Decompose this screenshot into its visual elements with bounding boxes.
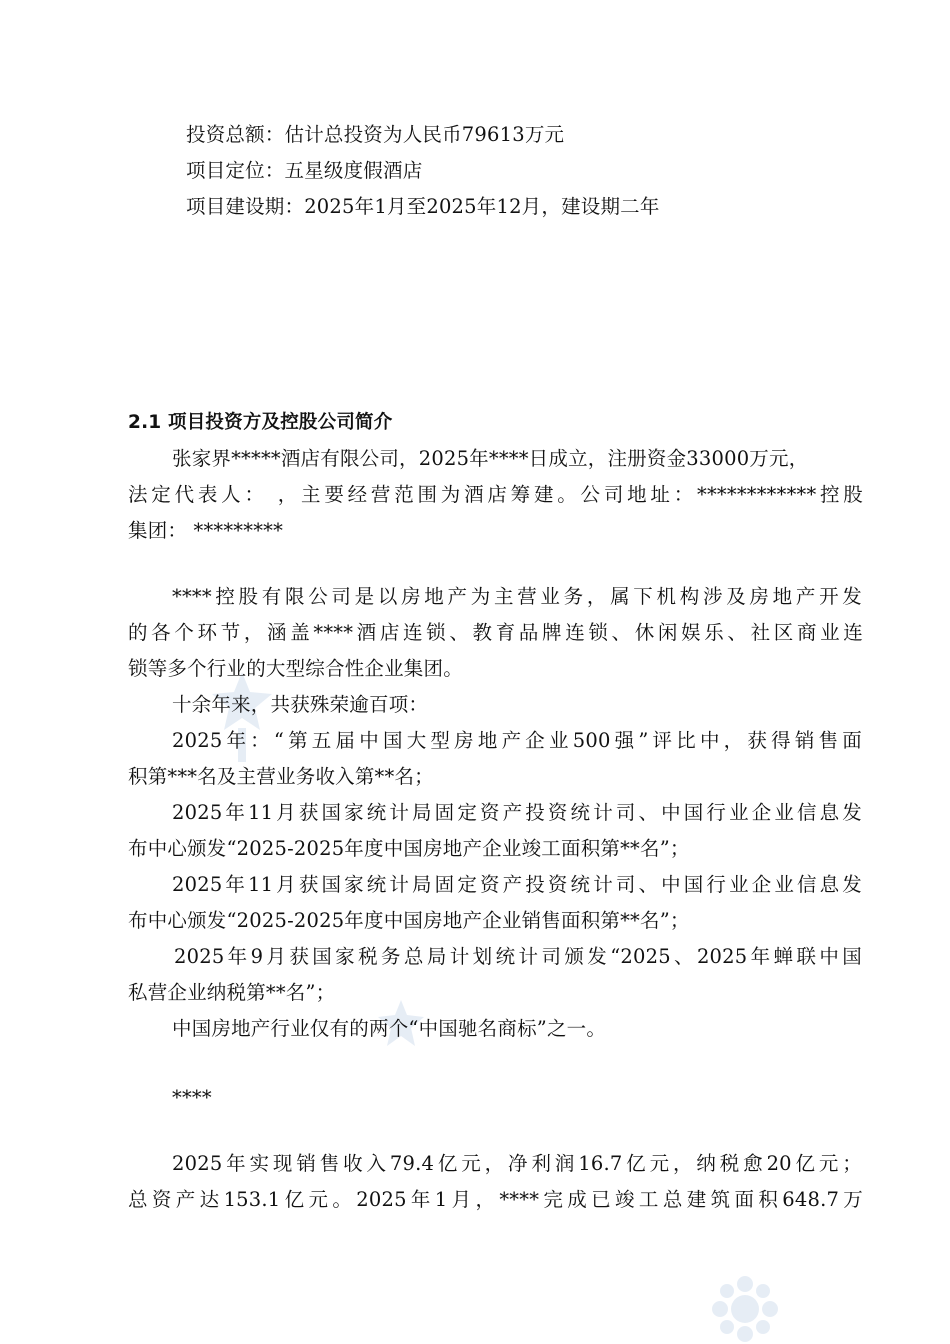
honor-item-line: 布中心颁发“2025-2025年度中国房地产企业销售面积第**名”； — [128, 909, 690, 932]
stars-placeholder: **** — [172, 1086, 212, 1109]
honor-item-line: 积第***名及主营业务收入第**名； — [128, 765, 434, 788]
honor-item-line: 2025年11月获国家统计局固定资产投资统计司、中国行业企业信息发 — [172, 801, 862, 824]
trademark-line: 中国房地产行业仅有的两个“中国驰名商标”之一。 — [172, 1017, 607, 1040]
group-paragraph-line: 的各个环节，涵盖****酒店连锁、教育品牌连锁、休闲娱乐、社区商业连 — [128, 621, 863, 644]
group-paragraph-line: 锁等多个行业的大型综合性企业集团。 — [128, 657, 463, 680]
honor-item-line: 2025年9月获国家税务总局计划统计司颁发“2025、2025年蝉联中国 — [174, 945, 862, 968]
section-heading: 2.1 项目投资方及控股公司简介 — [128, 412, 393, 433]
group-paragraph-line: ****控股有限公司是以房地产为主营业务，属下机构涉及房地产开发 — [172, 585, 862, 608]
snowflake-watermark-icon — [712, 1276, 778, 1342]
finance-paragraph-line: 总资产达153.1亿元。2025年1月，****完成已竣工总建筑面积648.7万 — [128, 1188, 863, 1211]
company-paragraph-line: 集团： ********* — [128, 519, 284, 542]
honor-item-line: 2025年：“第五届中国大型房地产企业500强”评比中，获得销售面 — [172, 729, 862, 752]
investment-total-line: 投资总额：估计总投资为人民币79613万元 — [186, 123, 565, 146]
company-paragraph-line: 张家界*****酒店有限公司，2025年****日成立，注册资金33000万元， — [172, 447, 809, 470]
project-positioning-line: 项目定位：五星级度假酒店 — [186, 159, 423, 182]
honor-item-line: 2025年11月获国家统计局固定资产投资统计司、中国行业企业信息发 — [172, 873, 862, 896]
finance-paragraph-line: 2025年实现销售收入79.4亿元，净利润16.7亿元，纳税愈20亿元； — [172, 1152, 862, 1175]
construction-period-line: 项目建设期：2025年1月至2025年12月，建设期二年 — [186, 195, 660, 218]
honors-intro: 十余年来，共获殊荣逾百项： — [172, 693, 429, 716]
honor-item-line: 布中心颁发“2025-2025年度中国房地产企业竣工面积第**名”； — [128, 837, 690, 860]
company-paragraph-line: 法定代表人： ，主要经营范围为酒店筹建。公司地址：************控股 — [128, 483, 863, 506]
honor-item-line: 私营企业纳税第**名”； — [128, 981, 336, 1004]
